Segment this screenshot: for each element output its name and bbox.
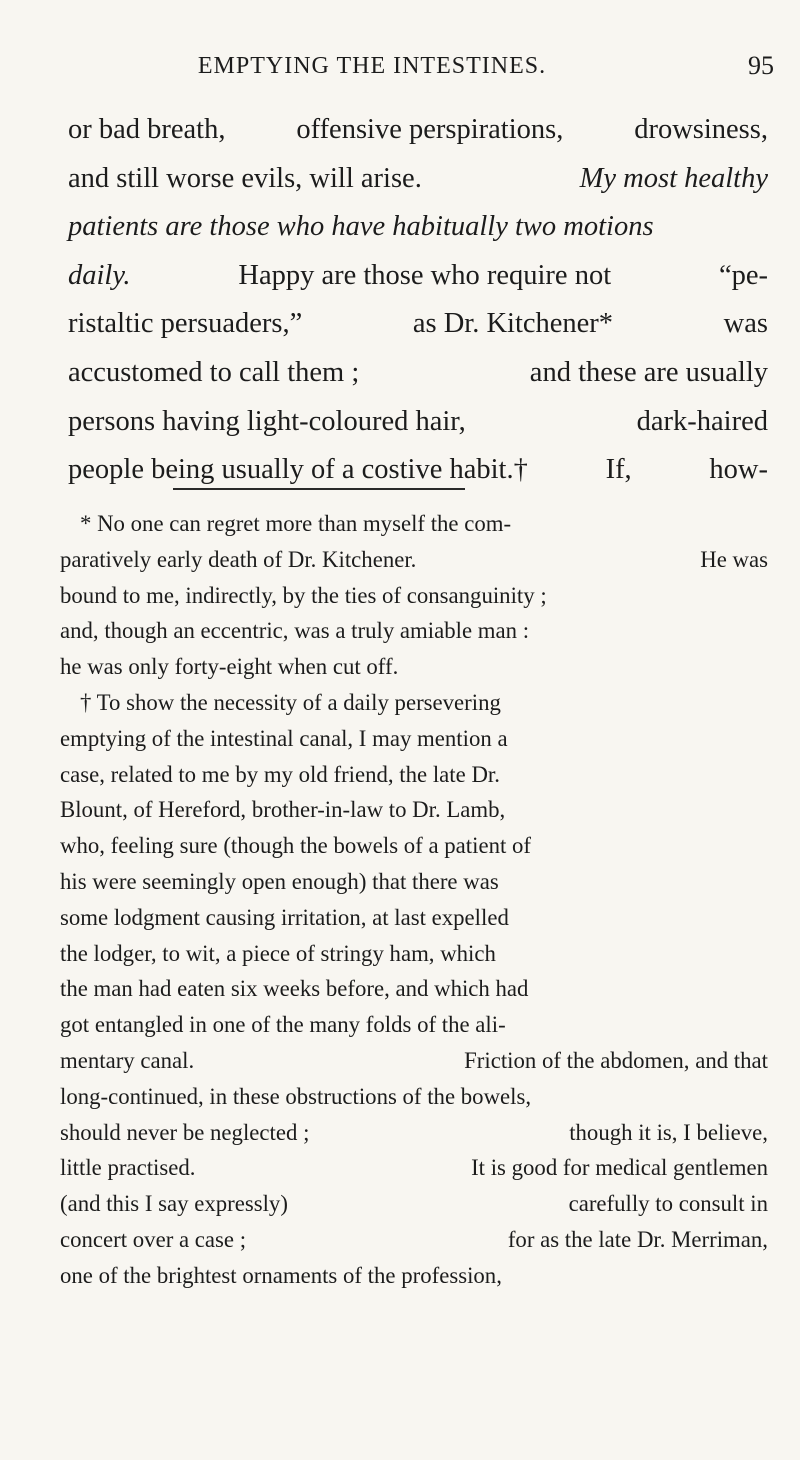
text-segment: long-continued, in these obstructions of the bowels, bbox=[60, 1083, 532, 1109]
text-line bbox=[68, 252, 768, 301]
text-segment: concert over a case ; bbox=[60, 1226, 247, 1252]
text-segment: the man had eaten six weeks before, and which had bbox=[60, 976, 529, 1002]
footnote-line bbox=[60, 792, 768, 828]
text-segment: little practised. bbox=[60, 1155, 196, 1181]
text-segment: the lodger, to wit, a piece of stringy ham, which bbox=[60, 940, 496, 966]
text-segment: and, though an eccentric, was a truly amiable man : bbox=[60, 618, 530, 644]
text-line bbox=[68, 349, 768, 398]
text-segment: dark-haired bbox=[636, 405, 768, 437]
footnote-line bbox=[60, 1222, 768, 1258]
text-segment: carefully to consult in bbox=[568, 1191, 768, 1217]
page-number: 95 bbox=[748, 51, 774, 80]
footnote-line bbox=[60, 936, 768, 972]
text-segment: and still worse evils, will arise. bbox=[68, 162, 422, 194]
text-segment: mentary canal. bbox=[60, 1047, 195, 1073]
text-segment: who, feeling sure (though the bowels of a patient of bbox=[60, 833, 532, 859]
text-segment: for as the late Dr. Merriman, bbox=[507, 1226, 768, 1252]
text-segment: as Dr. Kitchener* bbox=[412, 308, 614, 340]
footnote-line bbox=[60, 1115, 768, 1151]
text-segment: Happy are those who require not bbox=[238, 259, 612, 291]
italic-text-segment: patients are those who have habitually two motions bbox=[68, 211, 654, 243]
text-segment: paratively early death of Dr. Kitchener. bbox=[60, 546, 417, 572]
footnote-line bbox=[60, 1079, 768, 1115]
text-segment: drowsiness, bbox=[634, 114, 768, 145]
footnote-line bbox=[60, 542, 768, 578]
text-segment: some lodgment causing irritation, at last expelled bbox=[60, 904, 509, 930]
text-segment: though it is, I believe, bbox=[569, 1119, 768, 1145]
footnotes bbox=[60, 506, 768, 1294]
footnote-line bbox=[60, 828, 768, 864]
footnote-line bbox=[60, 1186, 768, 1222]
footnote-line bbox=[60, 757, 768, 793]
text-segment: * No one can regret more than myself the com- bbox=[80, 511, 512, 536]
text-segment: his were seemingly open enough) that there was bbox=[60, 868, 499, 894]
running-head bbox=[30, 46, 800, 86]
text-segment: offensive perspirations, bbox=[296, 114, 564, 145]
text-line bbox=[68, 155, 768, 204]
footnote-line bbox=[60, 578, 768, 614]
text-segment: was bbox=[723, 308, 768, 340]
running-title: EMPTYING THE INTESTINES. bbox=[197, 53, 547, 79]
text-segment: He was bbox=[700, 546, 768, 572]
text-segment: and these are usually bbox=[529, 356, 768, 388]
footnote-line bbox=[60, 685, 768, 721]
text-segment: emptying of the intestinal canal, I may mention a bbox=[60, 725, 508, 751]
text-line bbox=[68, 106, 768, 155]
text-segment: one of the brightest ornaments of the profession, bbox=[60, 1262, 502, 1288]
text-segment: It is good for medical gentlemen bbox=[471, 1155, 768, 1181]
italic-text-segment: My most healthy bbox=[579, 162, 768, 194]
footnote-line bbox=[60, 1258, 768, 1294]
footnote-divider bbox=[173, 488, 465, 490]
text-segment: how- bbox=[709, 454, 768, 486]
text-line bbox=[68, 300, 768, 349]
footnote-line bbox=[60, 971, 768, 1007]
footnote-line bbox=[60, 613, 768, 649]
footnote-line bbox=[60, 506, 768, 542]
footnote-line bbox=[60, 649, 768, 685]
main-paragraph bbox=[68, 106, 768, 495]
text-segment: bound to me, indirectly, by the ties of consanguinity ; bbox=[60, 582, 547, 608]
text-segment: people being usually of a costive habit.† bbox=[68, 454, 528, 486]
text-segment: accustomed to call them ; bbox=[68, 356, 360, 388]
text-segment: Friction of the abdomen, and that bbox=[464, 1047, 768, 1073]
text-segment: persons having light-coloured hair, bbox=[68, 405, 466, 437]
text-segment: case, related to me by my old friend, the late Dr. bbox=[60, 761, 500, 787]
footnote-line bbox=[60, 864, 768, 900]
text-segment: or bad breath, bbox=[68, 114, 226, 145]
footnote-line bbox=[60, 1007, 768, 1043]
text-segment: “pe- bbox=[718, 259, 768, 291]
footnote-line bbox=[60, 721, 768, 757]
footnote-line bbox=[60, 900, 768, 936]
text-line bbox=[68, 398, 768, 447]
footnote-line bbox=[60, 1150, 768, 1186]
text-segment: he was only forty-eight when cut off. bbox=[60, 654, 399, 680]
text-segment: † To show the necessity of a daily persevering bbox=[80, 689, 501, 715]
italic-text-segment: daily. bbox=[68, 259, 131, 291]
text-line bbox=[68, 203, 768, 252]
text-segment: should never be neglected ; bbox=[60, 1119, 310, 1145]
text-segment: ristaltic persuaders,” bbox=[68, 308, 303, 340]
text-segment: (and this I say expressly) bbox=[60, 1191, 288, 1217]
text-segment: got entangled in one of the many folds of the ali- bbox=[60, 1012, 506, 1038]
text-segment: If, bbox=[605, 454, 632, 486]
text-segment: Blount, of Hereford, brother-in-law to Dr. Lamb, bbox=[60, 797, 506, 823]
footnote-line bbox=[60, 1043, 768, 1079]
